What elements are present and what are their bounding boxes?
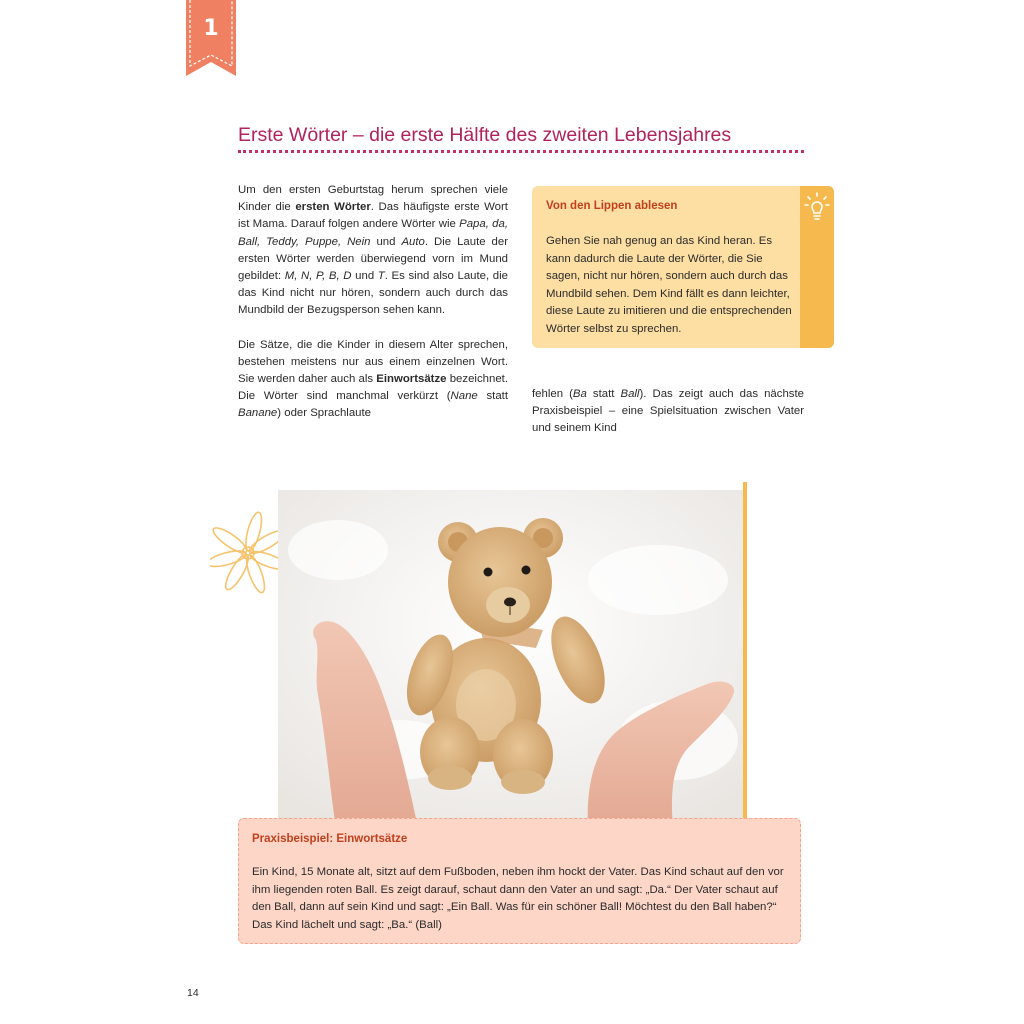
lightbulb-icon (804, 192, 830, 222)
page-number: 14 (187, 987, 199, 999)
example-box (238, 818, 801, 944)
chapter-number: 1 (203, 16, 219, 41)
body-column-left (238, 182, 508, 423)
flower-icon (210, 503, 280, 613)
teddy-bear-illustration (278, 490, 746, 828)
body-column-right (532, 386, 804, 438)
example-text: Ein Kind, 15 Monate alt, sitzt auf dem Fußboden, neben ihm hockt der Vater. Das Kind schaut auf den vor ihm liegenden roten Ball. Es zeigt darauf, schaut dann den Vater an und sagt: „Da.“ Der Vater schaut auf den Ball, dann auf sein Kind und sagt: „Ein Ball. Was für ein schöner Ball! Möchtest du den Ball haben?“ Das Kind lächelt und sagt: „Ba.“ (Ball) (252, 866, 784, 931)
tip-title: Von den Lippen ablesen (546, 200, 678, 212)
photo-accent-bar (743, 482, 747, 828)
section-heading: Erste Wörter – die erste Hälfte des zweiten Lebensjahres (238, 124, 732, 146)
tip-box (532, 186, 834, 348)
teddy-bear-photo (278, 490, 746, 828)
example-title: Praxisbeispiel: Einwortsätze (252, 833, 408, 845)
body-paragraph-2: Die Sätze, die die Kinder in diesem Alter sprechen, bestehen meistens nur aus einem einzelnen Wort. Sie werden daher auch als Einwortsätze bezeichnet. Die Wörter sind manchmal verkürzt (Nane statt Banane) oder Sprachlaute (238, 338, 508, 420)
body-paragraph-3: fehlen (Ba statt Ball). Das zeigt auch das nächste Praxisbeispiel – eine Spielsituation zwischen Vater und seinem Kind (532, 388, 804, 435)
body-paragraph-1: Um den ersten Geburtstag herum sprechen viele Kinder die ersten Wörter. Das häufigste erste Wort ist Mama. Darauf folgen andere Wörter wie Papa, da, Ball, Teddy, Puppe, Nein und Auto. Die Laute der ersten Wörter werden überwiegend vorn im Mund gebildet: M, N, P, B, D und T. Es sind also Laute, die das Kind nicht nur hören, sondern auch durch das Mundbild der Bezugsperson sehen kann. (238, 184, 509, 317)
chapter-tab (186, 0, 236, 76)
heading-divider (238, 150, 804, 153)
tip-text: Gehen Sie nah genug an das Kind heran. Es kann dadurch die Laute der Wörter, die Sie sagen, nicht nur hören, sondern auch durch das Mundbild sehen. Dem Kind fällt es dann leichter, diese Laute zu imitieren und die entsprechenden Wörter selbst zu sprechen. (546, 235, 792, 335)
